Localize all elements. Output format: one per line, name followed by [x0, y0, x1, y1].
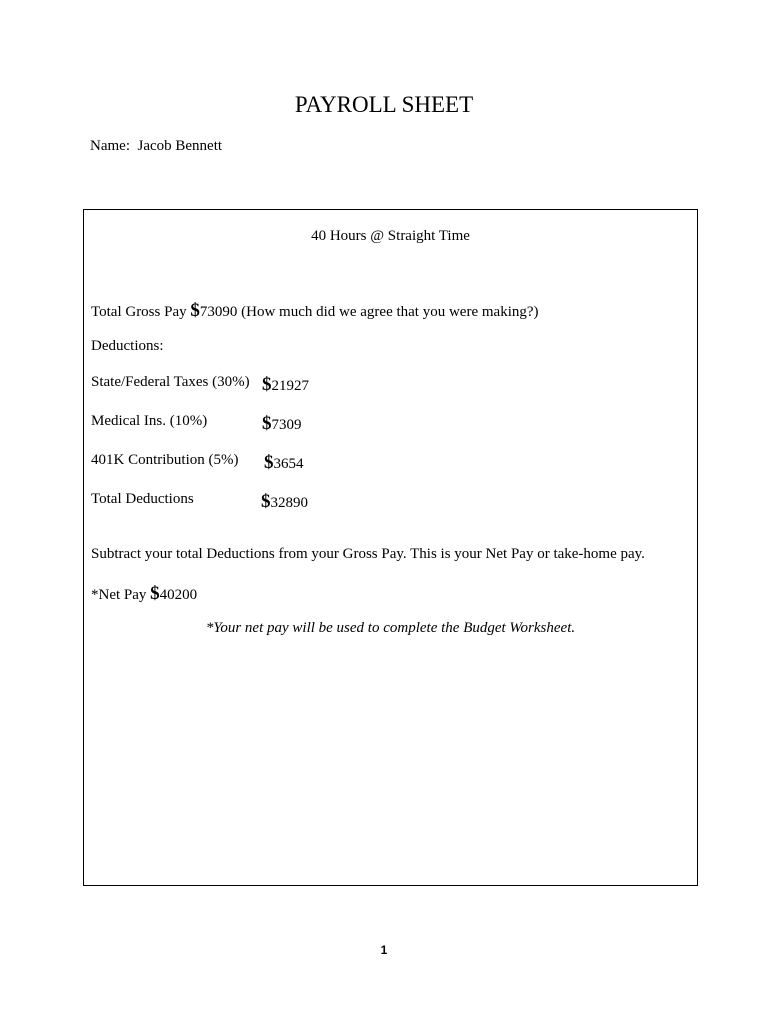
deduction-currency: $: [264, 452, 274, 473]
deduction-label: 401K Contribution (5%): [91, 452, 239, 468]
deduction-currency: $: [261, 491, 271, 512]
deduction-amount-total: [261, 491, 308, 513]
deduction-label: Total Deductions: [91, 491, 194, 507]
deduction-label: Medical Ins. (10%): [91, 413, 208, 429]
gross-pay-note: (How much did we agree that you were making?): [241, 304, 539, 320]
payroll-box: [83, 209, 698, 886]
name-label: Name:: [90, 138, 130, 154]
deduction-currency: $: [262, 374, 272, 395]
gross-pay-currency: $: [190, 300, 200, 321]
deduction-currency: $: [262, 413, 272, 434]
net-pay-label: *Net Pay: [91, 587, 147, 603]
gross-pay-label: Total Gross Pay: [91, 304, 187, 320]
deduction-row-medical: [91, 413, 207, 430]
name-line: [90, 138, 222, 155]
deduction-amount: 32890: [270, 495, 308, 511]
name-value: Jacob Bennett: [137, 138, 223, 154]
gross-pay-line: [91, 300, 539, 322]
net-pay-amount: 40200: [159, 587, 198, 603]
deduction-row-total: [91, 491, 194, 508]
page-number: 1: [380, 943, 388, 957]
deduction-label: State/Federal Taxes (30%): [91, 374, 250, 390]
deduction-amount-401k: [264, 452, 304, 474]
footnote: *Your net pay will be used to complete the Budget Worksheet.: [205, 620, 576, 636]
deduction-row-401k: [91, 452, 239, 469]
net-pay-line: [91, 583, 197, 605]
deduction-row-taxes: [91, 374, 250, 391]
deductions-label: Deductions:: [91, 338, 164, 354]
deduction-amount-medical: [262, 413, 302, 435]
gross-pay-amount: 73090: [199, 304, 238, 320]
net-pay-currency: $: [150, 583, 160, 604]
box-heading: 40 Hours @ Straight Time: [311, 228, 470, 244]
deduction-amount: 3654: [273, 456, 304, 472]
page-title: PAYROLL SHEET: [294, 92, 474, 117]
deduction-amount-taxes: [262, 374, 309, 396]
deduction-amount: 7309: [271, 417, 302, 433]
deduction-amount: 21927: [271, 378, 309, 394]
instruction-text: Subtract your total Deductions from your Gross Pay. This is your Net Pay or take-home pay.: [91, 546, 645, 562]
